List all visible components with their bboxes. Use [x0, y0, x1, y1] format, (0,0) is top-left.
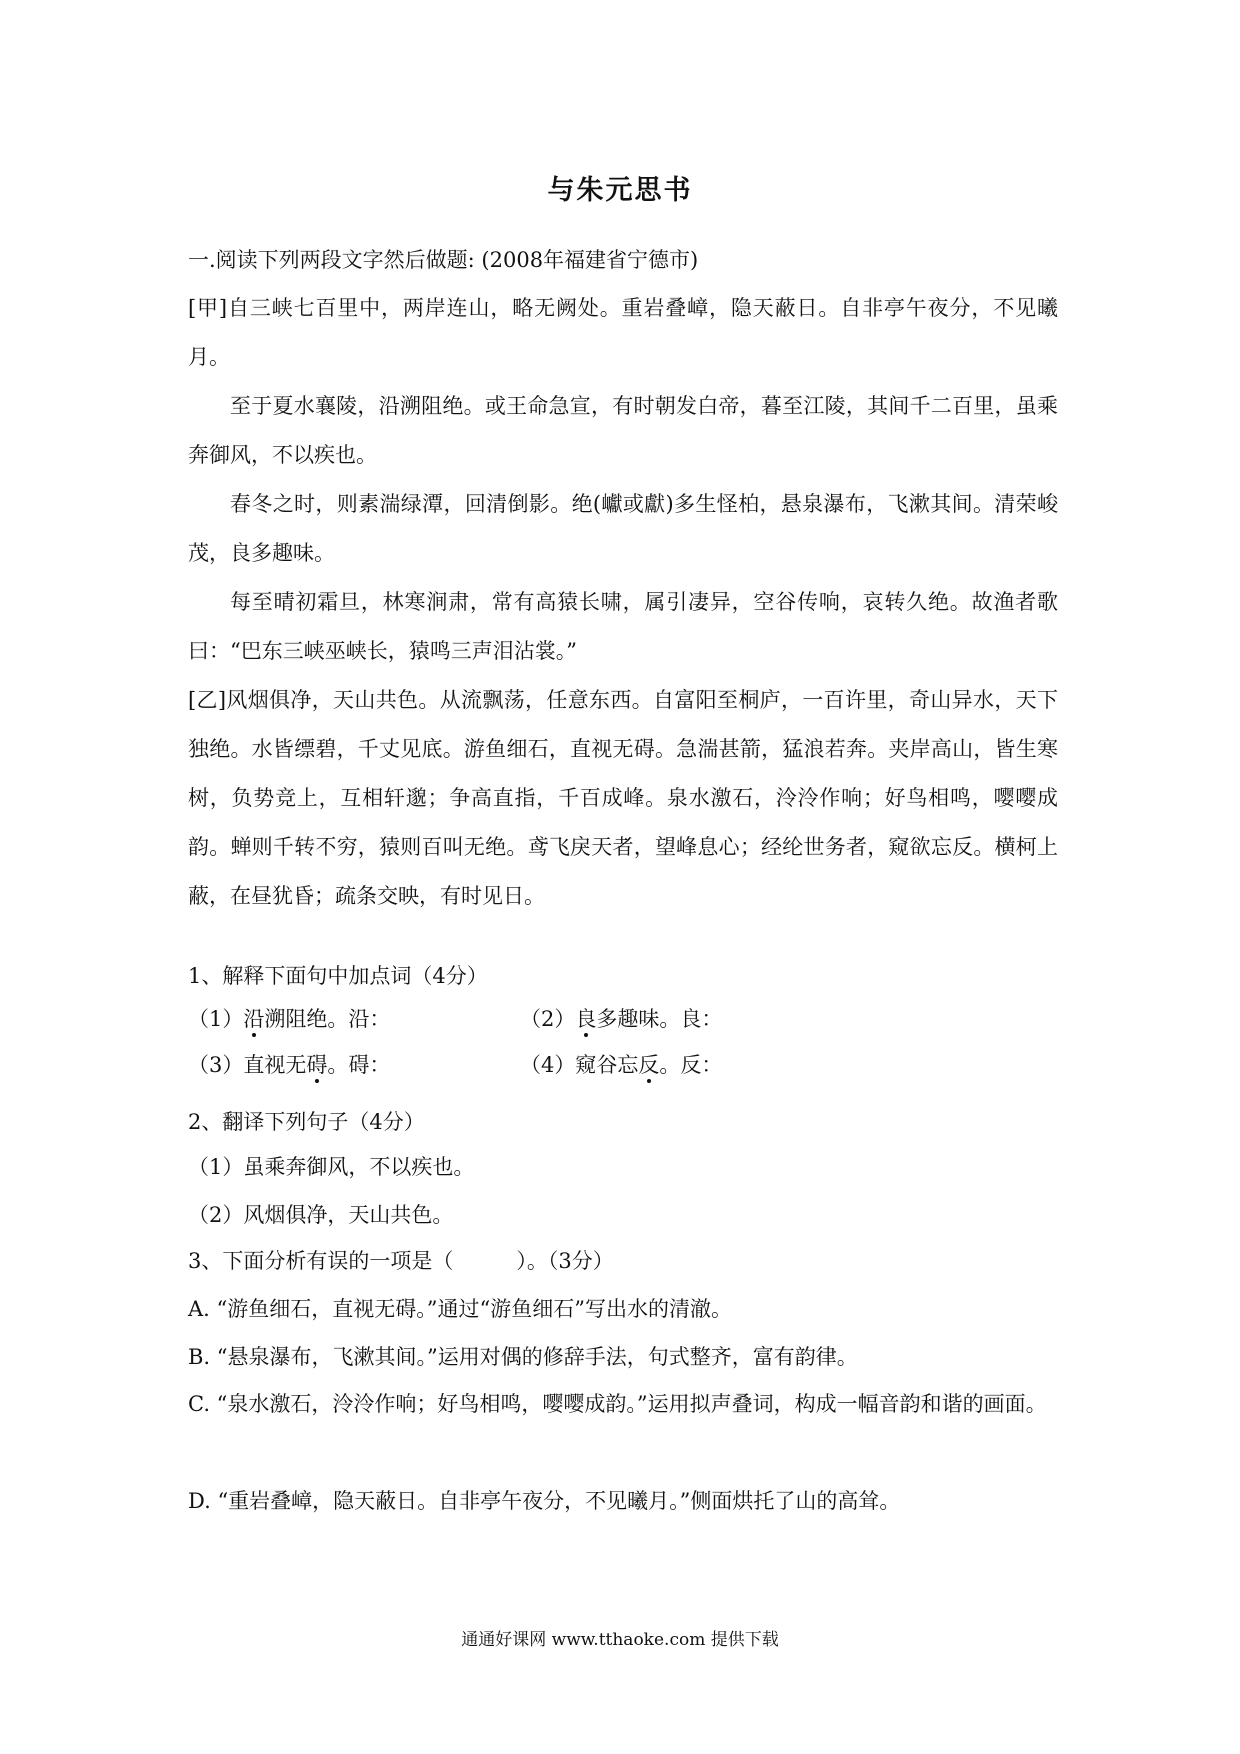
q1-heading: 1、解释下面句中加点词（4分）: [188, 964, 488, 988]
q1-item-1: [188, 1004, 390, 1034]
q1-item-2-dotted-word: 良: [575, 1007, 597, 1031]
footer-credit: 通通好课网 www.tthaoke.com 提供下载: [461, 1630, 779, 1650]
q1-item-1-suffix: 溯阻绝。沿：: [264, 1007, 391, 1031]
q2-item-2: （2）风烟俱净，天山共色。: [188, 1203, 454, 1227]
passage-jia-p2: 至于夏水襄陵，沿溯阻绝。或王命急宣，有时朝发白帝，暮至江陵，其间千二百里，虽乘奔御风，不以疾也。: [188, 394, 1058, 467]
q1-item-4-prefix: （4）窥谷忘: [520, 1053, 639, 1077]
q3-option-a: A. “游鱼细石，直视无碍。”通过“游鱼细石”写出水的清澈。: [188, 1297, 732, 1321]
q3-option-b: B. “悬泉瀑布，飞漱其间。”运用对偶的修辞手法，句式整齐，富有韵律。: [188, 1345, 858, 1369]
q3-option-d: D. “重岩叠嶂，隐天蔽日。自非亭午夜分，不见曦月。”侧面烘托了山的高耸。: [188, 1489, 901, 1513]
q1-item-2: [520, 1004, 722, 1034]
passage-jia-p3: 春冬之时，则素湍绿潭，回清倒影。绝(巘或獻)多生怪柏，悬泉瀑布，飞漱其间。清荣峻茂，良多趣味。: [188, 492, 1058, 565]
q1-item-1-dotted-word: 沿: [243, 1007, 265, 1031]
q1-item-3-dotted-word: 碍: [306, 1053, 328, 1077]
q1-item-2-prefix: （2）: [520, 1007, 576, 1031]
passage-jia-p4: 每至晴初霜旦，林寒涧肃，常有高猿长啸，属引凄异，空谷传响，哀转久绝。故渔者歌曰：“巴东三峡巫峡长，猿鸣三声泪沾裳。”: [188, 590, 1058, 663]
q1-item-3-suffix: 。碍：: [327, 1053, 391, 1077]
q3-heading: 3、下面分析有误的一项是（ ）。（3分）: [188, 1249, 614, 1273]
q1-item-3-prefix: （3）直视无: [188, 1053, 307, 1077]
passage-yi: [乙]风烟俱净，天山共色。从流飘荡，任意东西。自富阳至桐庐，一百许里，奇山异水，天下独绝。水皆缥碧，千丈见底。游鱼细石，直视无碍。急湍甚箭，猛浪若奔。夹岸高山，皆生寒树，负势竞上，互相轩邈；争高直指，千百成峰。泉水激石，泠泠作响；好鸟相鸣，嘤嘤成韵。蝉则千转不穷，猿则百叫无绝。鸢飞戾天者，望峰息心；经纶世务者，窥欲忘反。横柯上蔽，在昼犹昏；疏条交映，有时见日。: [188, 688, 1058, 908]
q1-item-2-suffix: 多趣味。良：: [596, 1007, 723, 1031]
q1-item-3: [188, 1050, 390, 1080]
passage-jia-p1: [甲]自三峡七百里中，两岸连山，略无阙处。重岩叠嶂，隐天蔽日。自非亭午夜分，不见曦月。: [188, 296, 1058, 369]
q1-item-4: [520, 1050, 722, 1080]
intro-line: 一.阅读下列两段文字然后做题: (2008年福建省宁德市): [188, 248, 699, 272]
q1-item-4-dotted-word: 反: [638, 1053, 660, 1077]
q1-item-4-suffix: 。反：: [659, 1053, 723, 1077]
page-title: 与朱元思书: [547, 175, 693, 206]
q2-item-1: （1）虽乘奔御风，不以疾也。: [188, 1155, 475, 1179]
q2-heading: 2、翻译下列句子（4分）: [188, 1110, 425, 1134]
q1-item-1-prefix: （1）: [188, 1007, 244, 1031]
q3-option-c: C. “泉水激石，泠泠作响；好鸟相鸣，嘤嘤成韵。”运用拟声叠词，构成一幅音韵和谐的画面。: [188, 1392, 1047, 1416]
